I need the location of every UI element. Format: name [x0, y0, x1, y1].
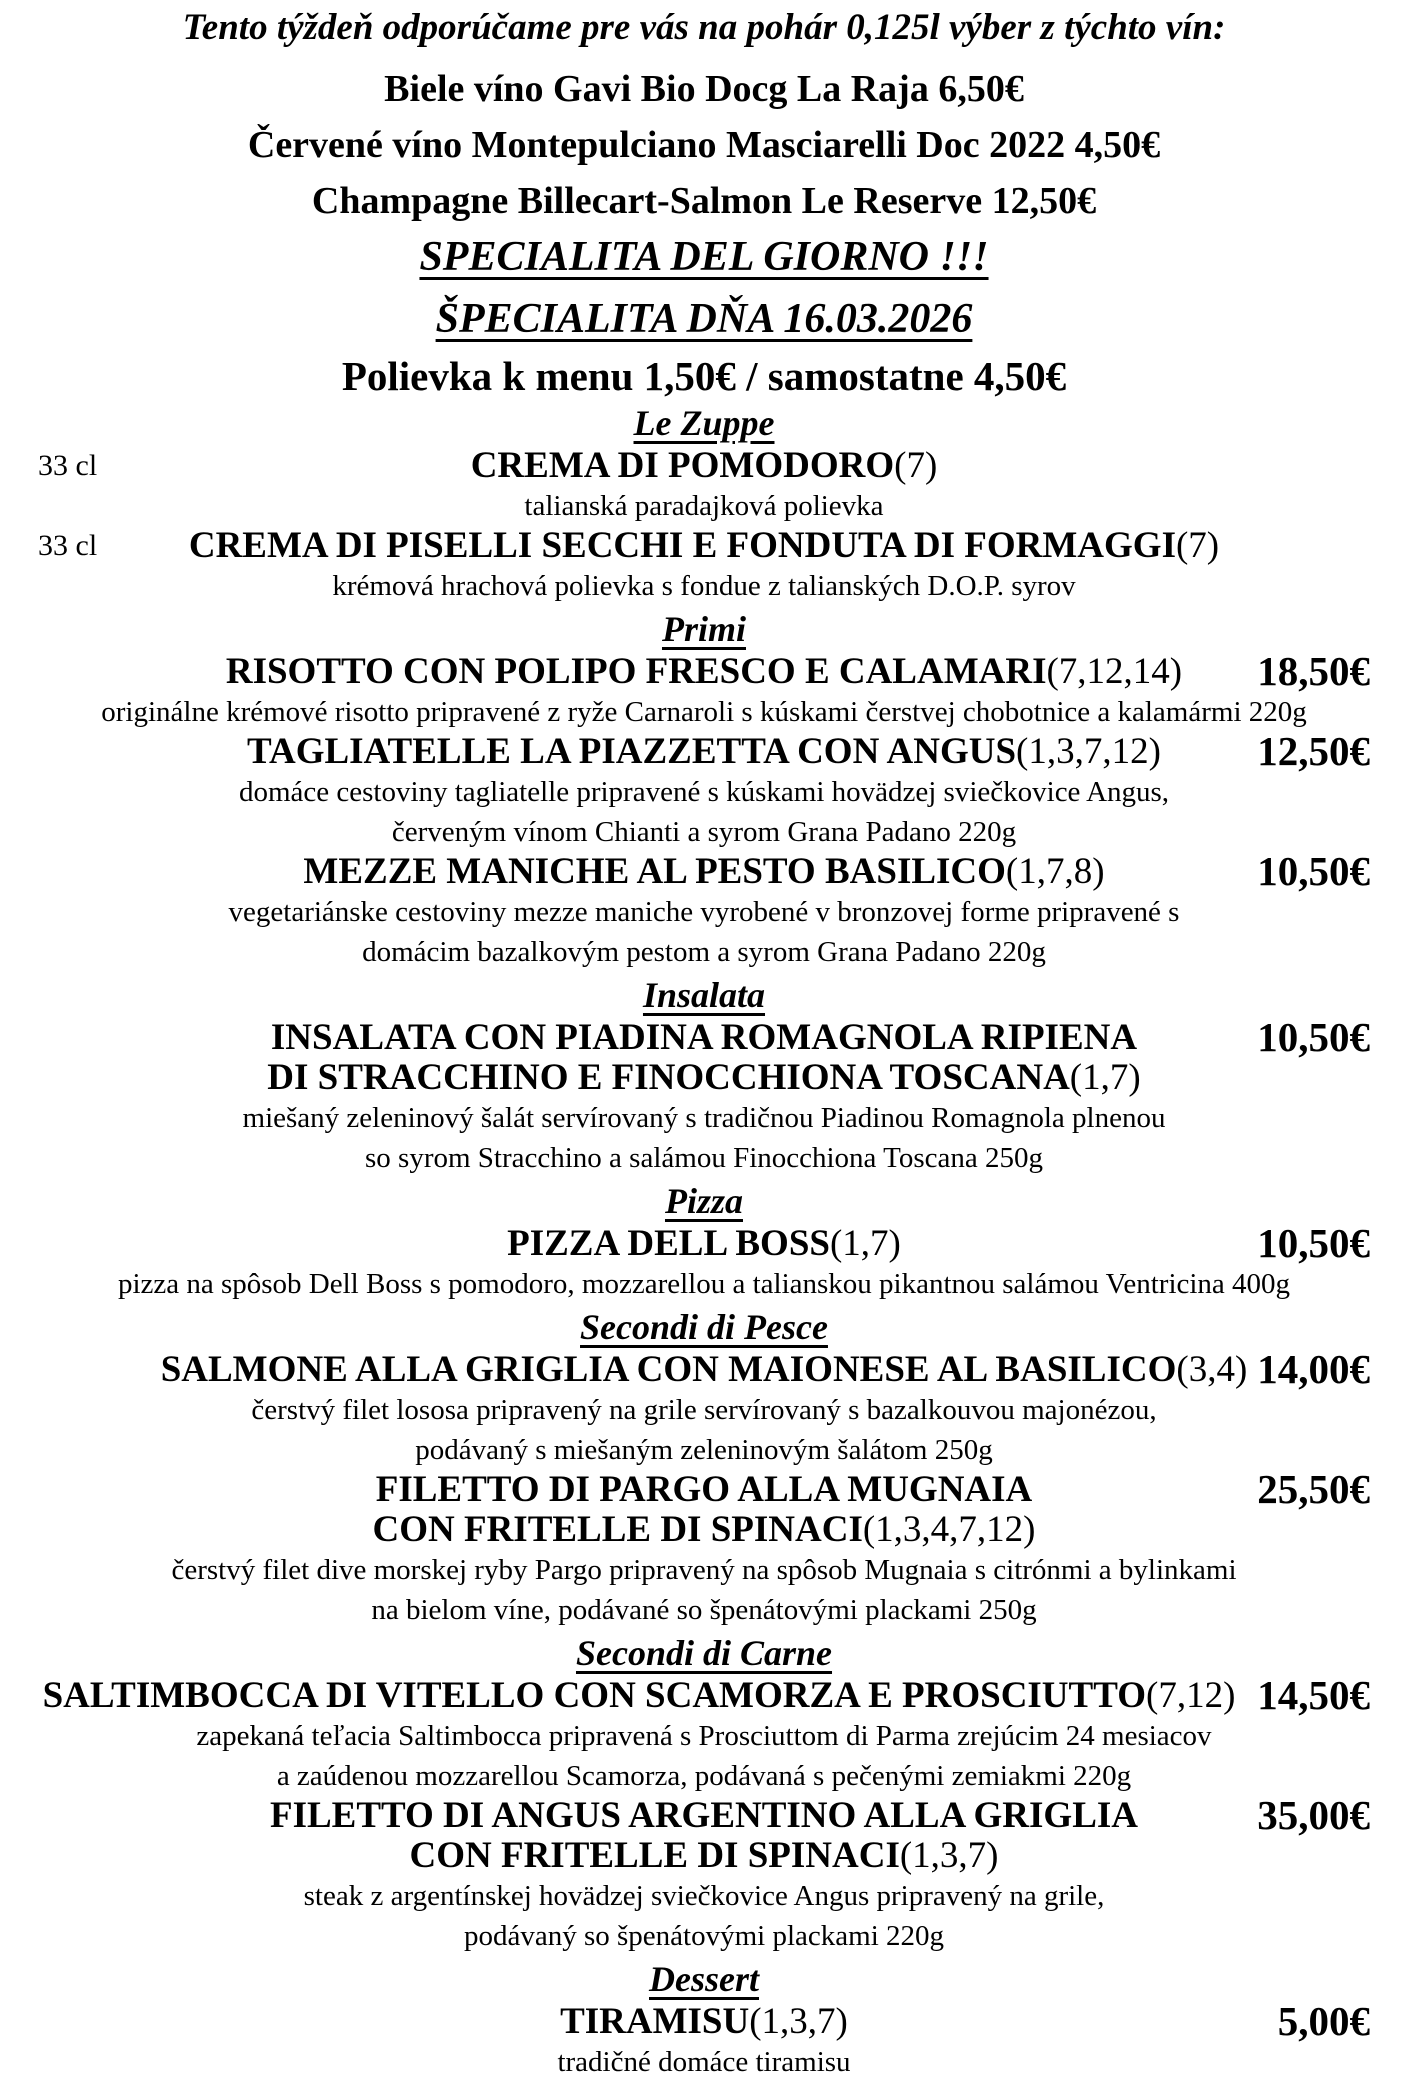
item-allergens: (1,3,4,7,12) — [862, 1509, 1036, 1550]
section-title-le-zuppe: Le Zuppe — [633, 403, 775, 443]
item-allergens: (7) — [894, 445, 938, 486]
item-price: 14,00€ — [1257, 1346, 1370, 1392]
item-description: červeným vínom Chianti a syrom Grana Padano 220g — [391, 816, 1017, 848]
item-name: TIRAMISU — [560, 2001, 750, 2042]
item-price: 12,50€ — [1257, 728, 1370, 774]
menu-item-crema-di-pomodoro — [38, 446, 1370, 526]
item-allergens: (1,7,8) — [1005, 851, 1105, 892]
portion-size: 33 cl — [38, 529, 98, 562]
item-price: 18,50€ — [1257, 648, 1370, 694]
item-name: CON FRITELLE DI SPINACI — [372, 1509, 863, 1550]
item-name: SALMONE ALLA GRIGLIA CON MAIONESE AL BASILICO — [160, 1349, 1177, 1390]
item-name-line — [38, 1796, 1370, 1836]
item-name: RISOTTO CON POLIPO FRESCO E CALAMARI — [225, 651, 1047, 692]
item-price: 35,00€ — [1257, 1792, 1370, 1838]
item-name: DI STRACCHINO E FINOCCHIONA TOSCANA — [267, 1057, 1070, 1098]
item-name: INSALATA CON PIADINA ROMAGNOLA RIPIENA — [270, 1017, 1138, 1058]
item-price: 14,50€ — [1257, 1672, 1370, 1718]
item-description: originálne krémové risotto pripravené z ryže Carnaroli s kúskami čerstvej chobotnice a kalamármi 220g — [101, 696, 1307, 728]
item-name-line — [38, 446, 1370, 486]
menu-item-saltimbocca — [38, 1672, 1370, 1796]
item-name: CREMA DI PISELLI SECCHI E FONDUTA DI FORMAGGI — [188, 525, 1176, 566]
item-name-line — [38, 1510, 1370, 1550]
item-name: TAGLIATELLE LA PIAZZETTA CON ANGUS — [247, 731, 1017, 772]
item-name: FILETTO DI ANGUS ARGENTINO ALLA GRIGLIA — [269, 1795, 1139, 1836]
weekly-wine-intro: Tento týždeň odporúčame pre vás na pohár 0,125l výber z týchto vín: — [182, 7, 1226, 48]
item-allergens: (1,7) — [1069, 1057, 1141, 1098]
item-name-line — [38, 652, 1370, 692]
item-description: so syrom Stracchino a salámou Finocchiona Toscana 250g — [365, 1142, 1043, 1174]
item-price: 25,50€ — [1257, 1466, 1370, 1512]
item-allergens: (7,12) — [1146, 1675, 1236, 1716]
item-name-line — [38, 2002, 1370, 2042]
item-description: a zaúdenou mozzarellou Scamorza, podávaná s pečenými zemiakmi 220g — [276, 1760, 1132, 1792]
soup-price-note: Polievka k menu 1,50€ / samostatne 4,50€ — [341, 353, 1067, 399]
item-allergens: (1,3,7,12) — [1016, 731, 1161, 772]
menu-item-tiramisu — [38, 1998, 1370, 2082]
menu-item-mezze-maniche — [38, 848, 1370, 972]
item-name-line — [38, 1470, 1370, 1510]
menu-item-filetto-di-pargo — [38, 1466, 1370, 1630]
section-title-secondi-di-carne: Secondi di Carne — [575, 1633, 833, 1673]
item-description: pizza na spôsob Dell Boss s pomodoro, mozzarellou a talianskou pikantnou salámou Ventricina 400g — [117, 1268, 1291, 1300]
item-price: 10,50€ — [1257, 848, 1370, 894]
menu-item-salmone — [38, 1346, 1370, 1470]
item-description: čerstvý filet dive morskej ryby Pargo pripravený na spôsob Mugnaia s citrónmi a bylinkami — [171, 1554, 1237, 1586]
portion-size: 33 cl — [38, 449, 98, 482]
item-name: FILETTO DI PARGO ALLA MUGNAIA — [375, 1469, 1033, 1510]
item-name-line — [38, 1676, 1370, 1716]
item-price: 10,50€ — [1257, 1014, 1370, 1060]
item-name-line — [38, 732, 1370, 772]
section-title-dessert: Dessert — [649, 1959, 759, 1999]
item-description: tradičné domáce tiramisu — [557, 2046, 851, 2078]
item-name-line — [38, 852, 1370, 892]
item-name: CREMA DI POMODORO — [470, 445, 895, 486]
item-description: na bielom víne, podávané so špenátovými plackami 250g — [371, 1594, 1037, 1626]
menu-item-filetto-di-angus — [38, 1792, 1370, 1956]
special-of-day-title-sk: ŠPECIALITA DŇA 16.03.2026 — [435, 296, 973, 342]
item-name: SALTIMBOCCA DI VITELLO CON SCAMORZA E PROSCIUTTO — [42, 1675, 1146, 1716]
item-name: PIZZA DELL BOSS — [507, 1223, 830, 1264]
wine-offer-champagne: Champagne Billecart-Salmon Le Reserve 12,50€ — [311, 180, 1097, 222]
item-name-line — [38, 1018, 1370, 1058]
item-description: domáce cestoviny tagliatelle pripravené s kúskami hovädzej sviečkovice Angus, — [238, 776, 1170, 808]
menu-item-tagliatelle — [38, 728, 1370, 852]
item-allergens: (1,7) — [829, 1223, 901, 1264]
item-allergens: (1,3,7) — [899, 1835, 999, 1876]
item-description: podávaný s miešaným zeleninovým šalátom 250g — [415, 1434, 993, 1466]
wine-offer-white: Biele víno Gavi Bio Docg La Raja 6,50€ — [384, 68, 1024, 110]
item-name-line — [38, 1224, 1370, 1264]
menu-item-insalata-piadina — [38, 1014, 1370, 1178]
item-name: CON FRITELLE DI SPINACI — [409, 1835, 900, 1876]
item-description: vegetariánske cestoviny mezze maniche vyrobené v bronzovej forme pripravené s — [228, 896, 1180, 928]
item-allergens: (1,3,7) — [749, 2001, 848, 2042]
wine-offer-red: Červené víno Montepulciano Masciarelli Doc 2022 4,50€ — [247, 124, 1161, 166]
menu-item-pizza-dell-boss — [38, 1220, 1370, 1304]
item-description: domácim bazalkovým pestom a syrom Grana Padano 220g — [362, 936, 1046, 968]
item-name-line — [38, 1058, 1370, 1098]
menu-item-crema-di-piselli — [38, 526, 1370, 606]
item-price: 5,00€ — [1277, 1998, 1370, 2044]
item-description: talianská paradajková polievka — [524, 490, 884, 522]
section-title-secondi-di-pesce: Secondi di Pesce — [580, 1307, 828, 1347]
item-allergens: (7,12,14) — [1046, 651, 1183, 692]
section-title-primi: Primi — [661, 609, 746, 649]
item-name-line — [38, 1350, 1370, 1390]
item-price: 10,50€ — [1257, 1220, 1370, 1266]
item-description: zapekaná teľacia Saltimbocca pripravená s Prosciuttom di Parma zrejúcim 24 mesiacov — [196, 1720, 1212, 1752]
item-description: miešaný zeleninový šalát servírovaný s tradičnou Piadinou Romagnola plnenou — [242, 1102, 1166, 1134]
section-title-insalata: Insalata — [642, 975, 766, 1015]
item-allergens: (7) — [1175, 525, 1220, 566]
item-description: krémová hrachová polievka s fondue z talianských D.O.P. syrov — [332, 570, 1076, 602]
item-name-line — [38, 526, 1370, 566]
item-description: čerstvý filet lososa pripravený na grile servírovaný s bazalkouvou majonézou, — [251, 1394, 1157, 1426]
item-description: podávaný so špenátovými plackami 220g — [463, 1920, 944, 1952]
item-description: steak z argentínskej hovädzej sviečkovice Angus pripravený na grile, — [303, 1880, 1105, 1912]
item-allergens: (3,4) — [1176, 1349, 1248, 1390]
item-name-line — [38, 1836, 1370, 1876]
menu-item-risotto — [38, 648, 1370, 732]
section-title-pizza: Pizza — [664, 1181, 743, 1221]
special-of-day-title-it: SPECIALITA DEL GIORNO !!! — [419, 234, 989, 280]
item-name: MEZZE MANICHE AL PESTO BASILICO — [303, 851, 1006, 892]
